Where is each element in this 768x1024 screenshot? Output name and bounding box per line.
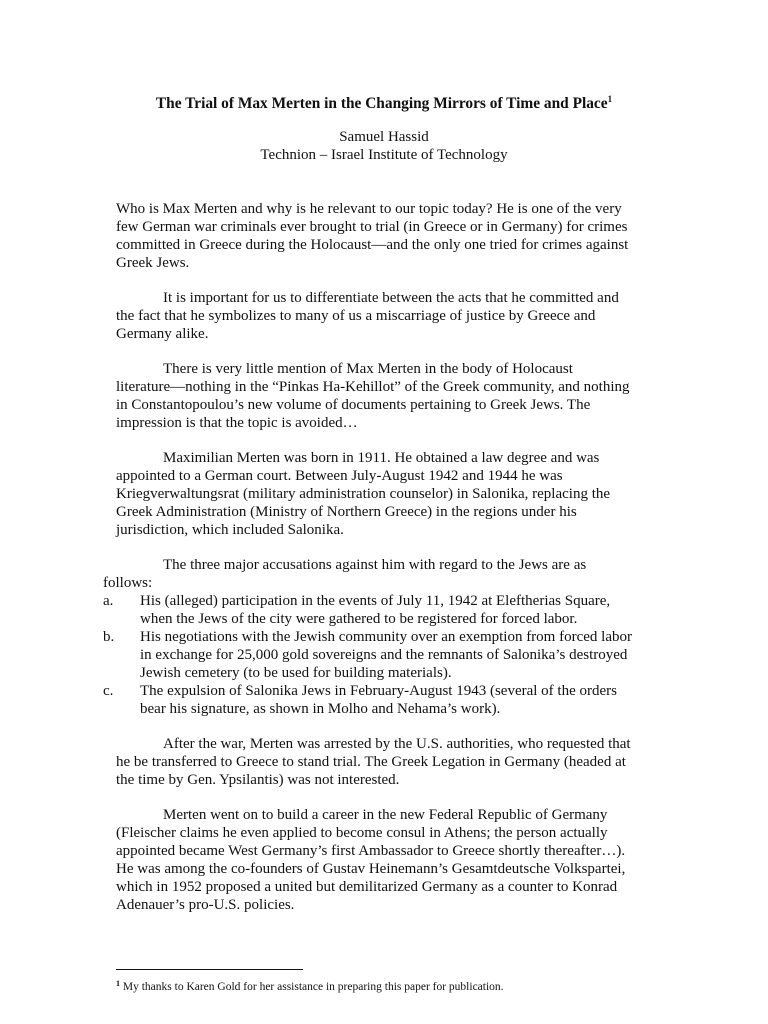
footnote-separator	[116, 969, 303, 970]
footnote-text: My thanks to Karen Gold for her assistance in preparing this paper for publication.	[122, 981, 504, 993]
paragraph-7-line-4: He was among the co-founders of Gustav Heinemann’s Gesamtdeutsche Volkspartei,	[116, 861, 626, 877]
list-item-a-line-1: His (alleged) participation in the events of July 11, 1942 at Eleftherias Square,	[140, 593, 611, 609]
paragraph-7-line-6: Adenauer’s pro-U.S. policies.	[116, 897, 295, 913]
list-item-a-line-2: when the Jews of the city were gathered to be registered for forced labor.	[140, 611, 578, 627]
paragraph-7-line-3: appointed became West Germany’s first Ambassador to Greece shortly thereafter…).	[116, 843, 626, 859]
paragraph-4-line-4: Greek Administration (Ministry of Northern Greece) in the regions under his	[116, 504, 577, 520]
list-item-b-line-2: in exchange for 25,000 gold sovereigns and the remnants of Salonika’s destroyed	[140, 647, 628, 663]
paragraph-6-line-2: he be transferred to Greece to stand trial. The Greek Legation in Germany (headed at	[116, 754, 626, 770]
paragraph-3-line-2: literature—nothing in the “Pinkas Ha-Kehillot” of the Greek community, and nothing	[116, 379, 630, 395]
paragraph-6-line-1: After the war, Merten was arrested by the U.S. authorities, who requested that	[163, 736, 631, 752]
list-item-b-line-1: His negotiations with the Jewish community over an exemption from forced labor	[140, 629, 632, 645]
list-marker-a: a.	[103, 593, 114, 609]
paragraph-1-line-1: Who is Max Merten and why is he relevant to our topic today? He is one of the very	[116, 201, 622, 217]
paragraph-4-line-5: jurisdiction, which included Salonika.	[116, 522, 344, 538]
title-footnote-ref: 1	[607, 94, 613, 104]
paragraph-6-line-3: the time by Gen. Ypsilantis) was not interested.	[116, 772, 400, 788]
paragraph-4-line-3: Kriegverwaltungsrat (military administration counselor) in Salonika, replacing the	[116, 486, 611, 502]
paragraph-4-line-1: Maximilian Merten was born in 1911. He obtained a law degree and was	[163, 450, 600, 466]
list-marker-b: b.	[103, 629, 115, 645]
paragraph-4-line-2: appointed to a German court. Between July-August 1942 and 1944 he was	[116, 468, 563, 484]
list-marker-c: c.	[103, 683, 114, 699]
paragraph-3-line-1: There is very little mention of Max Merten in the body of Holocaust	[163, 361, 573, 377]
author-affiliation: Technion – Israel Institute of Technology	[260, 147, 508, 163]
footnote-marker: 1	[116, 979, 120, 988]
list-item-c-line-1: The expulsion of Salonika Jews in February-August 1943 (several of the orders	[140, 683, 617, 699]
paragraph-2-line-3: Germany alike.	[116, 326, 209, 342]
paragraph-5-line-2: follows:	[103, 575, 153, 591]
paragraph-3-line-3: in Constantopoulou’s new volume of documents pertaining to Greek Jews. The	[116, 397, 591, 413]
author-name: Samuel Hassid	[339, 129, 429, 145]
document-title	[0, 94, 768, 113]
paragraph-3-line-4: impression is that the topic is avoided…	[116, 415, 358, 431]
paragraph-1-line-2: few German war criminals ever brought to trial (in Greece or in Germany) for crimes	[116, 219, 628, 235]
footnote	[116, 979, 504, 993]
paragraph-5-line-1: The three major accusations against him with regard to the Jews are as	[163, 557, 587, 573]
paragraph-2-line-2: the fact that he symbolizes to many of us a miscarriage of justice by Greece and	[116, 308, 596, 324]
paragraph-2-line-1: It is important for us to differentiate between the acts that he committed and	[163, 290, 619, 306]
paragraph-7-line-1: Merten went on to build a career in the new Federal Republic of Germany	[163, 807, 608, 823]
paragraph-7-line-2: (Fleischer claims he even applied to become consul in Athens; the person actually	[116, 825, 608, 841]
list-item-c-line-2: bear his signature, as shown in Molho and Nehama’s work).	[140, 701, 501, 717]
title-text: The Trial of Max Merten in the Changing Mirrors of Time and Place	[155, 95, 608, 112]
paragraph-1-line-4: Greek Jews.	[116, 255, 190, 271]
paragraph-7-line-5: which in 1952 proposed a united but demilitarized Germany as a counter to Konrad	[116, 879, 618, 895]
list-item-b-line-3: Jewish cemetery (to be used for building materials).	[140, 665, 452, 681]
paragraph-1-line-3: committed in Greece during the Holocaust—and the only one tried for crimes against	[116, 237, 629, 253]
